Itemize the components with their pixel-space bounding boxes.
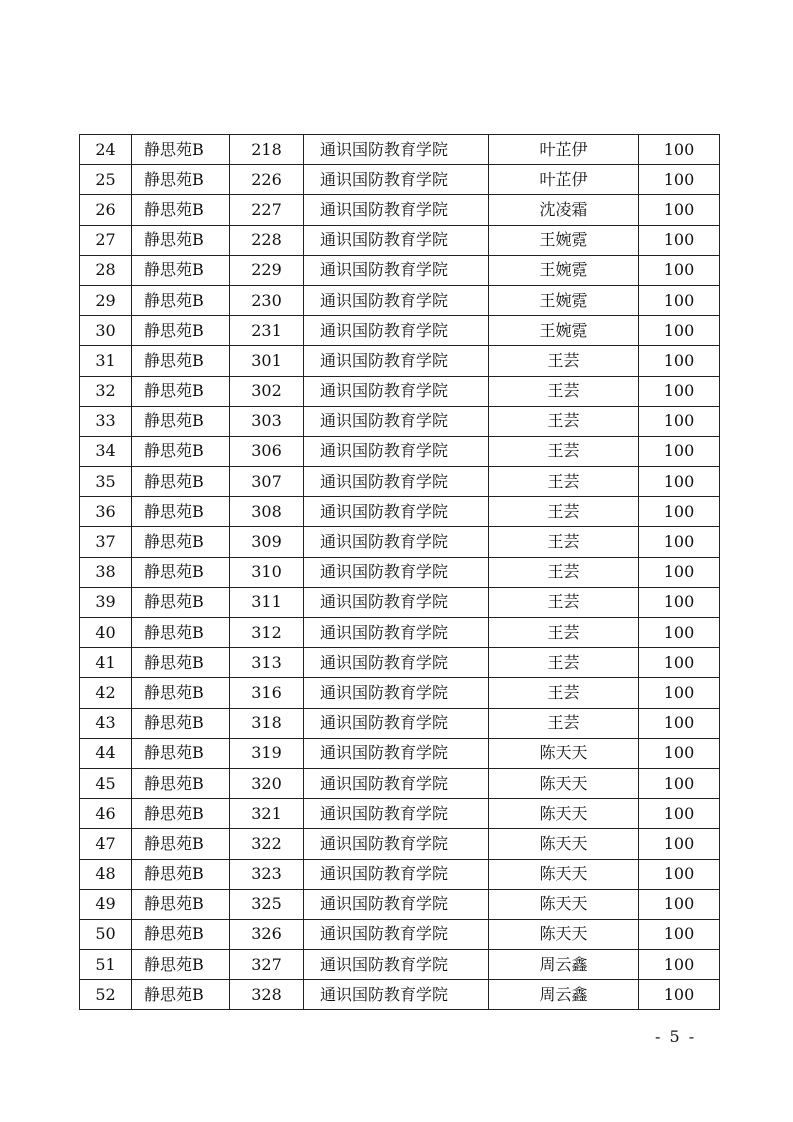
score-cell: 100 [639,467,720,497]
room-number-cell: 312 [230,618,304,648]
building-cell: 静思苑B [132,195,230,225]
table-row [80,376,720,406]
table-row [80,285,720,315]
table-body [80,135,720,1010]
college-cell: 通识国防教育学院 [304,497,489,527]
person-cell: 王芸 [489,708,639,738]
building-cell: 静思苑B [132,829,230,859]
score-cell: 100 [639,497,720,527]
person-cell: 王芸 [489,376,639,406]
person-cell: 陈天天 [489,738,639,768]
room-number-cell: 231 [230,316,304,346]
person-cell: 王婉霓 [489,225,639,255]
score-cell: 100 [639,738,720,768]
person-cell: 陈天天 [489,768,639,798]
college-cell: 通识国防教育学院 [304,648,489,678]
building-cell: 静思苑B [132,678,230,708]
table-row [80,406,720,436]
row-number-cell: 40 [80,618,132,648]
score-cell: 100 [639,316,720,346]
score-cell: 100 [639,285,720,315]
room-number-cell: 325 [230,889,304,919]
score-cell: 100 [639,195,720,225]
table-row [80,708,720,738]
row-number-cell: 49 [80,889,132,919]
table-row [80,135,720,165]
person-cell: 王芸 [489,587,639,617]
room-number-cell: 227 [230,195,304,225]
table-row [80,980,720,1010]
row-number-cell: 52 [80,980,132,1010]
row-number-cell: 45 [80,768,132,798]
building-cell: 静思苑B [132,346,230,376]
row-number-cell: 36 [80,497,132,527]
row-number-cell: 31 [80,346,132,376]
row-number-cell: 46 [80,799,132,829]
building-cell: 静思苑B [132,316,230,346]
table-row [80,527,720,557]
table-row [80,557,720,587]
person-cell: 陈天天 [489,919,639,949]
college-cell: 通识国防教育学院 [304,889,489,919]
score-cell: 100 [639,768,720,798]
room-number-cell: 218 [230,135,304,165]
score-cell: 100 [639,889,720,919]
college-cell: 通识国防教育学院 [304,376,489,406]
score-cell: 100 [639,587,720,617]
table-row [80,648,720,678]
building-cell: 静思苑B [132,165,230,195]
college-cell: 通识国防教育学院 [304,980,489,1010]
building-cell: 静思苑B [132,436,230,466]
building-cell: 静思苑B [132,618,230,648]
person-cell: 王芸 [489,467,639,497]
person-cell: 王芸 [489,527,639,557]
room-number-cell: 228 [230,225,304,255]
room-number-cell: 302 [230,376,304,406]
building-cell: 静思苑B [132,255,230,285]
building-cell: 静思苑B [132,587,230,617]
score-cell: 100 [639,255,720,285]
person-cell: 王婉霓 [489,316,639,346]
room-number-cell: 301 [230,346,304,376]
row-number-cell: 39 [80,587,132,617]
building-cell: 静思苑B [132,950,230,980]
row-number-cell: 47 [80,829,132,859]
person-cell: 叶芷伊 [489,135,639,165]
row-number-cell: 24 [80,135,132,165]
row-number-cell: 34 [80,436,132,466]
room-number-cell: 307 [230,467,304,497]
building-cell: 静思苑B [132,225,230,255]
row-number-cell: 25 [80,165,132,195]
table-row [80,618,720,648]
college-cell: 通识国防教育学院 [304,255,489,285]
table-row [80,678,720,708]
person-cell: 王婉霓 [489,285,639,315]
score-cell: 100 [639,919,720,949]
person-cell: 陈天天 [489,859,639,889]
score-cell: 100 [639,225,720,255]
table-row [80,467,720,497]
table-row [80,587,720,617]
college-cell: 通识国防教育学院 [304,768,489,798]
college-cell: 通识国防教育学院 [304,135,489,165]
person-cell: 王芸 [489,406,639,436]
person-cell: 周云鑫 [489,980,639,1010]
table-row [80,497,720,527]
building-cell: 静思苑B [132,889,230,919]
room-number-cell: 303 [230,406,304,436]
college-cell: 通识国防教育学院 [304,829,489,859]
person-cell: 王芸 [489,678,639,708]
person-cell: 王芸 [489,497,639,527]
row-number-cell: 50 [80,919,132,949]
row-number-cell: 41 [80,648,132,678]
college-cell: 通识国防教育学院 [304,316,489,346]
building-cell: 静思苑B [132,980,230,1010]
college-cell: 通识国防教育学院 [304,436,489,466]
room-number-cell: 306 [230,436,304,466]
room-number-cell: 322 [230,829,304,859]
score-cell: 100 [639,859,720,889]
room-number-cell: 320 [230,768,304,798]
row-number-cell: 38 [80,557,132,587]
person-cell: 叶芷伊 [489,165,639,195]
building-cell: 静思苑B [132,708,230,738]
room-number-cell: 229 [230,255,304,285]
table-row [80,768,720,798]
building-cell: 静思苑B [132,799,230,829]
score-cell: 100 [639,135,720,165]
person-cell: 王芸 [489,346,639,376]
score-cell: 100 [639,648,720,678]
page-number: - 5 - [655,1027,697,1046]
score-cell: 100 [639,678,720,708]
table-row [80,799,720,829]
row-number-cell: 29 [80,285,132,315]
table-row [80,889,720,919]
row-number-cell: 28 [80,255,132,285]
person-cell: 王婉霓 [489,255,639,285]
row-number-cell: 44 [80,738,132,768]
college-cell: 通识国防教育学院 [304,225,489,255]
college-cell: 通识国防教育学院 [304,285,489,315]
college-cell: 通识国防教育学院 [304,950,489,980]
college-cell: 通识国防教育学院 [304,738,489,768]
room-number-cell: 230 [230,285,304,315]
college-cell: 通识国防教育学院 [304,859,489,889]
room-number-cell: 319 [230,738,304,768]
room-number-cell: 326 [230,919,304,949]
room-number-cell: 318 [230,708,304,738]
building-cell: 静思苑B [132,376,230,406]
score-cell: 100 [639,829,720,859]
building-cell: 静思苑B [132,406,230,436]
room-number-cell: 308 [230,497,304,527]
building-cell: 静思苑B [132,557,230,587]
building-cell: 静思苑B [132,497,230,527]
table-row [80,225,720,255]
row-number-cell: 42 [80,678,132,708]
person-cell: 王芸 [489,436,639,466]
room-number-cell: 311 [230,587,304,617]
table-row [80,316,720,346]
room-number-cell: 327 [230,950,304,980]
row-number-cell: 43 [80,708,132,738]
person-cell: 陈天天 [489,799,639,829]
row-number-cell: 30 [80,316,132,346]
building-cell: 静思苑B [132,738,230,768]
table-row [80,829,720,859]
score-cell: 100 [639,346,720,376]
building-cell: 静思苑B [132,648,230,678]
score-cell: 100 [639,618,720,648]
college-cell: 通识国防教育学院 [304,708,489,738]
room-number-cell: 328 [230,980,304,1010]
person-cell: 王芸 [489,557,639,587]
college-cell: 通识国防教育学院 [304,618,489,648]
table-row [80,738,720,768]
college-cell: 通识国防教育学院 [304,346,489,376]
college-cell: 通识国防教育学院 [304,919,489,949]
building-cell: 静思苑B [132,919,230,949]
college-cell: 通识国防教育学院 [304,165,489,195]
score-cell: 100 [639,436,720,466]
row-number-cell: 37 [80,527,132,557]
score-cell: 100 [639,799,720,829]
person-cell: 王芸 [489,618,639,648]
room-number-cell: 309 [230,527,304,557]
row-number-cell: 48 [80,859,132,889]
row-number-cell: 26 [80,195,132,225]
table-row [80,436,720,466]
score-cell: 100 [639,950,720,980]
room-number-cell: 316 [230,678,304,708]
score-cell: 100 [639,557,720,587]
dormitory-score-table [79,134,720,1010]
college-cell: 通识国防教育学院 [304,527,489,557]
room-number-cell: 323 [230,859,304,889]
person-cell: 王芸 [489,648,639,678]
score-cell: 100 [639,406,720,436]
row-number-cell: 51 [80,950,132,980]
score-cell: 100 [639,980,720,1010]
college-cell: 通识国防教育学院 [304,557,489,587]
person-cell: 周云鑫 [489,950,639,980]
college-cell: 通识国防教育学院 [304,799,489,829]
table-row [80,165,720,195]
room-number-cell: 226 [230,165,304,195]
table-row [80,859,720,889]
college-cell: 通识国防教育学院 [304,195,489,225]
building-cell: 静思苑B [132,467,230,497]
room-number-cell: 310 [230,557,304,587]
building-cell: 静思苑B [132,135,230,165]
building-cell: 静思苑B [132,527,230,557]
building-cell: 静思苑B [132,768,230,798]
room-number-cell: 321 [230,799,304,829]
row-number-cell: 35 [80,467,132,497]
score-cell: 100 [639,708,720,738]
college-cell: 通识国防教育学院 [304,406,489,436]
person-cell: 沈凌霜 [489,195,639,225]
college-cell: 通识国防教育学院 [304,587,489,617]
score-cell: 100 [639,376,720,406]
row-number-cell: 33 [80,406,132,436]
college-cell: 通识国防教育学院 [304,467,489,497]
row-number-cell: 32 [80,376,132,406]
table-row [80,919,720,949]
person-cell: 陈天天 [489,829,639,859]
score-cell: 100 [639,165,720,195]
building-cell: 静思苑B [132,859,230,889]
score-cell: 100 [639,527,720,557]
room-number-cell: 313 [230,648,304,678]
table-row [80,346,720,376]
building-cell: 静思苑B [132,285,230,315]
table-row [80,195,720,225]
row-number-cell: 27 [80,225,132,255]
college-cell: 通识国防教育学院 [304,678,489,708]
table-row [80,950,720,980]
table-row [80,255,720,285]
person-cell: 陈天天 [489,889,639,919]
